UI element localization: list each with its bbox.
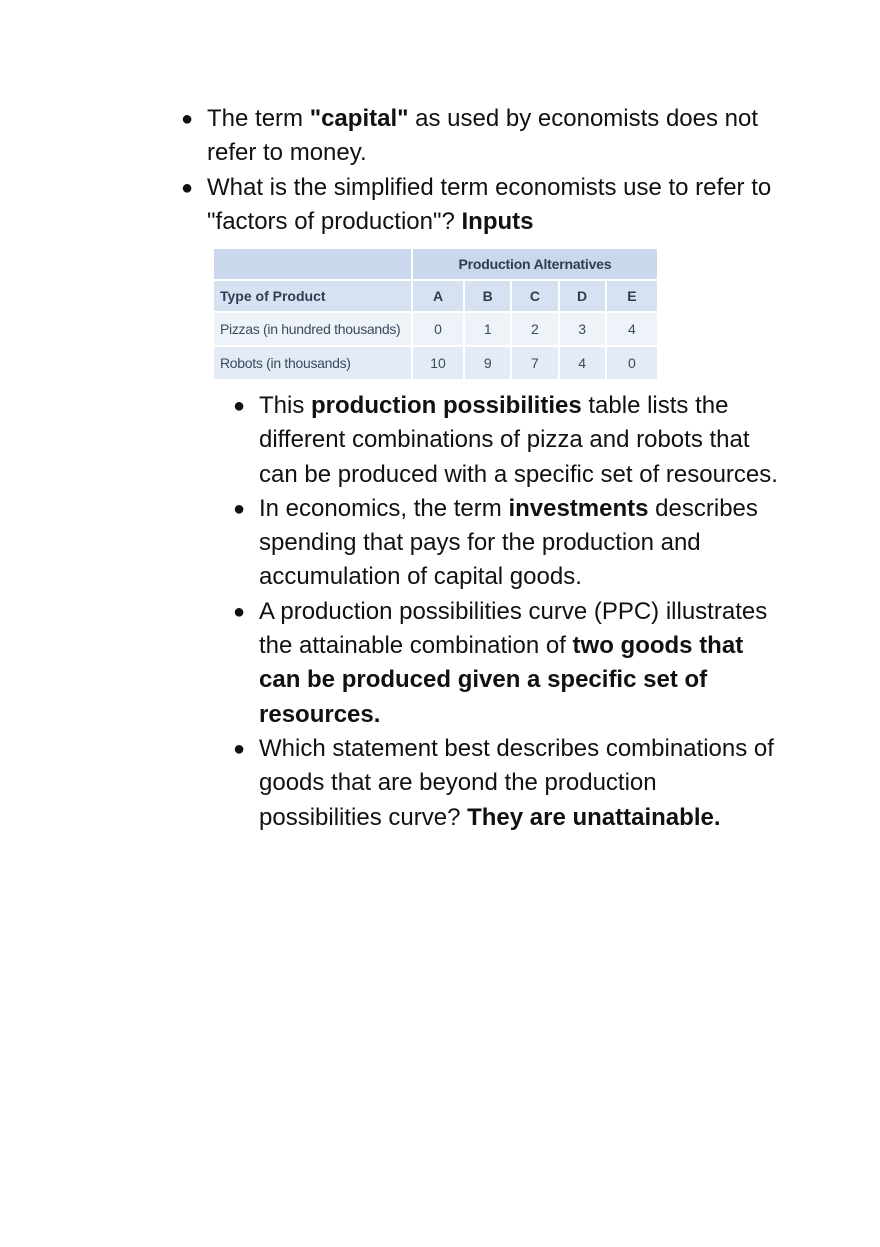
- table-column-header: A: [413, 281, 463, 311]
- bullet-text: What is the simplified term economists use to refer to "factors of production"?: [207, 173, 772, 235]
- table-cell: 3: [560, 313, 605, 345]
- table-row: [214, 313, 657, 345]
- sub-bullet-list: [233, 389, 779, 835]
- table-cell: 1: [465, 313, 510, 345]
- bullet-text: describes spending that pays for the production and accumulation of capital goods.: [259, 494, 758, 591]
- table-cell: 10: [413, 347, 463, 379]
- bullet-dot: ●: [233, 395, 246, 417]
- bullet-dot: ●: [233, 497, 246, 520]
- bullet-dot: ●: [181, 176, 194, 199]
- bullet-factors-of-production: [181, 171, 797, 240]
- bullet-bold-text: two goods that can be produced given a specific set of resources.: [259, 632, 744, 728]
- table-cell: 7: [512, 347, 557, 379]
- table-cell: 0: [413, 313, 463, 345]
- bullet-dot: ●: [181, 108, 194, 130]
- bullet-bold-text: production possibilities: [311, 392, 582, 419]
- table-column-header: E: [607, 281, 657, 311]
- bullet-capital: [181, 102, 797, 171]
- bullet-bold-text: investments: [508, 494, 649, 522]
- bullet-dot: ●: [233, 737, 246, 760]
- table-column-header: D: [560, 281, 605, 311]
- bullet-text: Which statement best describes combinations of goods that are beyond the production possibilities curve?: [259, 734, 774, 831]
- table-row-header: Type of Product: [214, 281, 411, 311]
- table-cell: 2: [512, 313, 557, 345]
- table-cell: 0: [607, 347, 657, 379]
- bullet-beyond-ppc: [233, 732, 779, 835]
- table-column-header: C: [512, 281, 557, 311]
- table-column-header: B: [465, 281, 510, 311]
- bullet-text: The term: [207, 105, 310, 132]
- bullet-production-possibilities: [233, 389, 779, 492]
- bullet-text: table lists the different combinations of pizza and robots that can be produced with a specific set of resources.: [259, 392, 778, 488]
- bullet-bold-text: Inputs: [461, 207, 534, 235]
- bullet-text: This: [259, 392, 312, 419]
- bullet-dot: ●: [233, 600, 246, 623]
- bullet-text: as used by economists does not refer to money.: [207, 105, 759, 167]
- bullet-bold-text: "capital": [309, 105, 409, 132]
- table-row-label: Pizzas (in hundred thousands): [214, 313, 411, 345]
- top-bullet-list: [181, 102, 797, 239]
- bullet-text: A production possibilities curve (PPC) illustrates the attainable combination of: [259, 597, 768, 660]
- production-alternatives-table: [212, 247, 659, 381]
- bullet-bold-text: They are unattainable.: [467, 803, 721, 831]
- bullet-ppc: [233, 595, 779, 732]
- table-cell: 9: [465, 347, 510, 379]
- bullet-text: In economics, the term: [259, 494, 509, 522]
- table-title: Production Alternatives: [458, 256, 612, 272]
- table-corner-cell: [214, 249, 411, 279]
- table-row-label: Robots (in thousands): [214, 347, 411, 379]
- table-cell: 4: [607, 313, 657, 345]
- table-cell: 4: [560, 347, 605, 379]
- table-row: [214, 347, 657, 379]
- bullet-investments: [233, 492, 779, 595]
